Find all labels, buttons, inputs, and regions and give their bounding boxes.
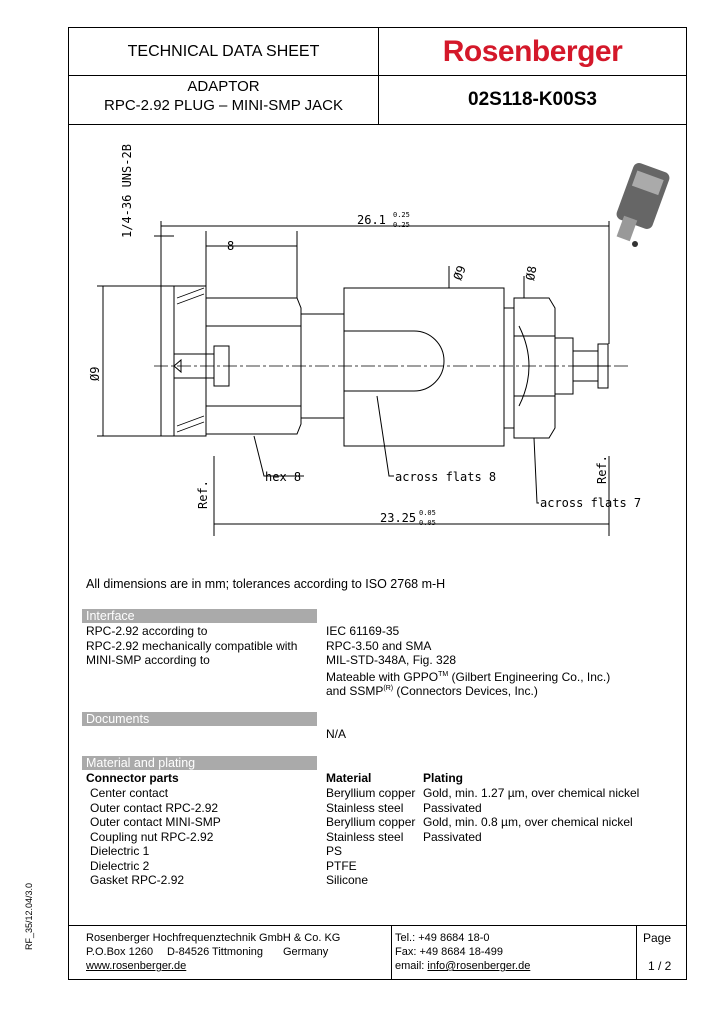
side-document-code: RF_35/12.04/3.0	[24, 882, 34, 950]
divider	[391, 925, 392, 980]
part-name: Dielectric 1	[90, 844, 150, 858]
ref-right-label: Ref.	[595, 455, 609, 484]
part-name: Gasket RPC-2.92	[90, 873, 185, 887]
part-name: Coupling nut RPC-2.92	[90, 829, 214, 844]
part-number: 02S118-K00S3	[468, 89, 597, 110]
footer-tel: Tel.: +49 8684 18-0	[395, 932, 490, 944]
product-photo-icon	[615, 161, 671, 247]
part-name: Outer contact RPC-2.92	[90, 800, 219, 815]
product-description	[69, 77, 378, 123]
footer-website-link[interactable]: www.rosenberger.de	[86, 960, 187, 972]
documents-heading: Documents	[82, 712, 317, 726]
part-plating: Gold, min. 0.8 µm, over chemical nickel	[423, 815, 633, 829]
interface-mateable: Mateable with GPPO™ (Gilbert Engineering Co., Inc.)	[326, 669, 611, 684]
divider	[636, 925, 637, 980]
part-material: Silicone	[326, 873, 369, 887]
interface-left-2: RPC-2.92 mechanically compatible with	[86, 638, 298, 653]
part-material: PS	[326, 844, 343, 858]
part-plating: Passivated	[423, 800, 482, 815]
interface-right-2: RPC-3.50 and SMA	[326, 638, 432, 653]
col-connector-parts: Connector parts	[86, 771, 179, 785]
part-name: Center contact	[90, 786, 169, 800]
overall-bottom-tol-up: 0.05	[419, 509, 436, 517]
technical-drawing	[69, 126, 686, 566]
interface-left-1: RPC-2.92 according to	[86, 624, 208, 638]
document-title: TECHNICAL DATA SHEET	[127, 43, 320, 60]
interface-heading: Interface	[82, 609, 317, 623]
part-material: Stainless steel	[326, 829, 404, 844]
part-plating: Passivated	[423, 829, 482, 844]
part-material: Stainless steel	[326, 800, 404, 815]
material-heading: Material and plating	[82, 756, 317, 770]
overall-bottom-dim: 23.25	[380, 511, 417, 525]
overall-top-tol-dn: 0.25	[393, 221, 410, 229]
footer-country: Germany	[283, 946, 329, 958]
part-material: Beryllium copper	[326, 815, 416, 829]
footer-fax: Fax: +49 8684 18-499	[395, 946, 503, 958]
across-flats-8-label: across flats 8	[395, 470, 497, 484]
footer-pobox: P.O.Box 1260	[86, 946, 154, 958]
interface-ssmp: and $SSMP^{(R)}$ (Connectors Devices, Inc.)	[326, 684, 538, 698]
overall-top-tol-up: 0.25	[393, 211, 410, 219]
footer-city: D-84526 Tittmoning	[167, 946, 263, 958]
interface-left-3: MINI-SMP according to	[86, 653, 210, 667]
hex-label: hex 8	[265, 470, 302, 484]
overall-bottom-tol-dn: 0.05	[419, 519, 436, 527]
overall-top-dim: 26.1	[357, 213, 386, 227]
ref-left-label: Ref.	[196, 480, 210, 509]
thread-label: 1/4-36 UNS-2B	[120, 144, 134, 238]
interface-right-1: IEC 61169-35	[326, 624, 400, 638]
part-material: PTFE	[326, 858, 357, 873]
documents-value: N/A	[326, 727, 347, 741]
col-material: Material	[326, 771, 372, 785]
dim-8-label: 8	[227, 239, 235, 253]
dia8-label: Ø8	[523, 264, 540, 282]
part-name: Outer contact MINI-SMP	[90, 815, 221, 829]
footer-page-label: Page	[643, 931, 672, 945]
part-material: Beryllium copper	[326, 786, 416, 800]
interface-right-3: MIL-STD-348A, Fig. 328	[326, 653, 457, 667]
across-flats-7-label: across flats 7	[540, 496, 642, 510]
part-plating: Gold, min. 1.27 µm, over chemical nickel	[423, 786, 640, 800]
product-line-2: RPC-2.92 PLUG – MINI-SMP JACK	[104, 97, 343, 114]
divider	[68, 925, 687, 926]
dia9-left-label: Ø9	[88, 366, 102, 381]
dimensions-note: All dimensions are in mm; tolerances according to ISO 2768 m-H	[86, 577, 446, 591]
brand-logo: Rosenberger	[442, 35, 623, 68]
col-plating: Plating	[423, 771, 464, 785]
part-name: Dielectric 2	[90, 858, 150, 873]
footer-email-link[interactable]: info@rosenberger.de	[427, 960, 531, 972]
footer-page-value: 1 / 2	[648, 959, 672, 973]
product-line-1: ADAPTOR	[187, 78, 260, 95]
footer-company: Rosenberger Hochfrequenztechnik GmbH & Co. KG	[86, 932, 341, 944]
footer-email: email: info@rosenberger.de	[395, 960, 531, 972]
dia9-mid-label: Ø9	[450, 263, 469, 283]
